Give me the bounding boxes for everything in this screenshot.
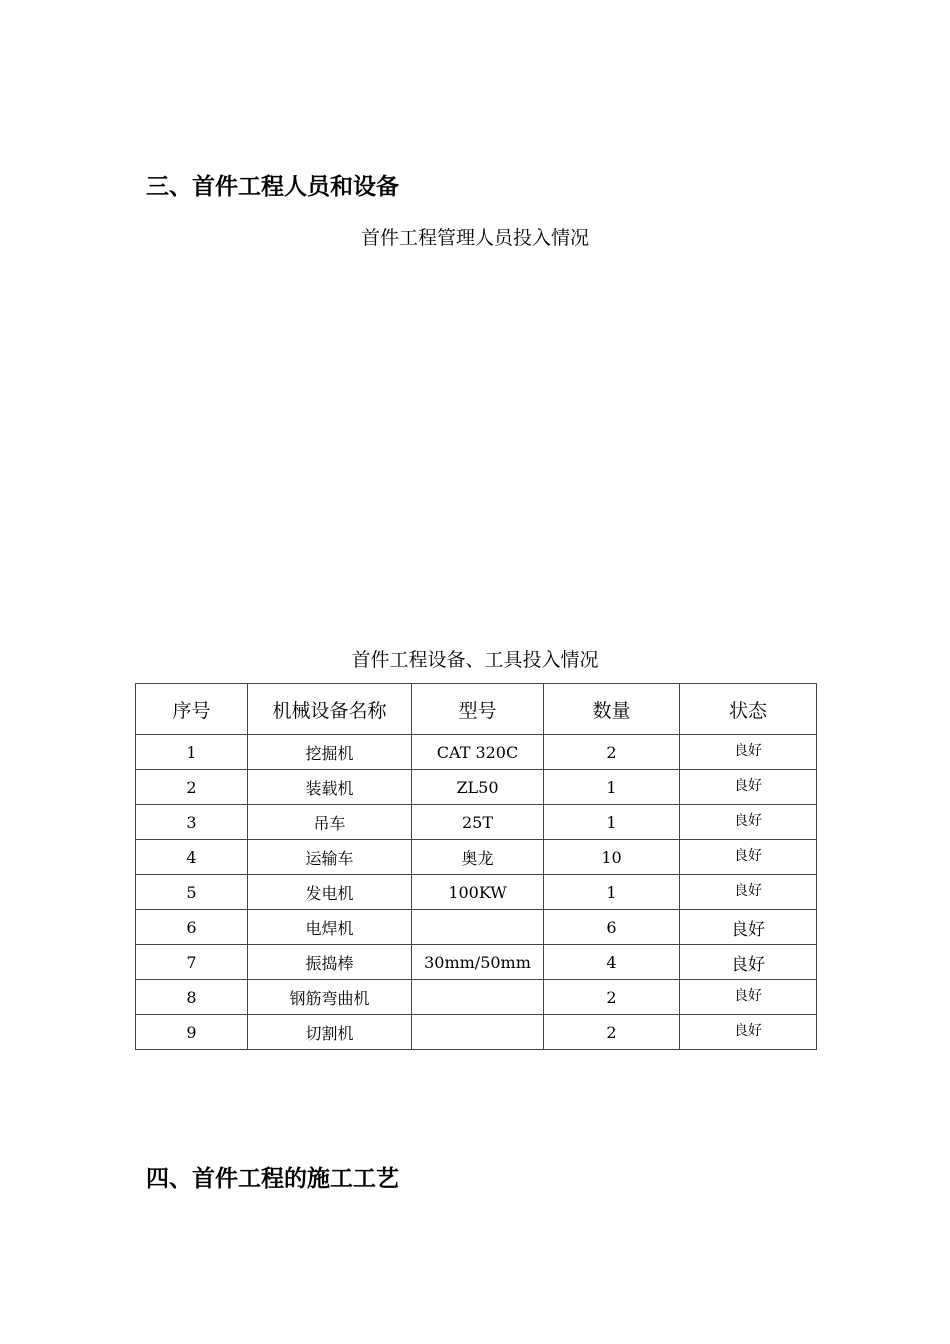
equipment-table-caption: 首件工程设备、工具投入情况: [351, 649, 599, 671]
cell-quantity: 4: [544, 945, 680, 980]
table-header-row: [136, 684, 817, 735]
cell-serial-number: 7: [136, 945, 248, 980]
cell-quantity: 10: [544, 840, 680, 875]
cell-equipment-name: 钢筋弯曲机: [248, 980, 412, 1015]
cell-equipment-name: 发电机: [248, 875, 412, 910]
cell-equipment-name: 振捣棒: [248, 945, 412, 980]
cell-quantity: 1: [544, 875, 680, 910]
cell-status: 良好: [680, 1015, 817, 1050]
header-serial-number: 序号: [136, 684, 248, 735]
cell-status: 良好: [680, 735, 817, 770]
cell-serial-number: 1: [136, 735, 248, 770]
cell-equipment-name: 挖掘机: [248, 735, 412, 770]
cell-model: [412, 1015, 544, 1050]
cell-serial-number: 5: [136, 875, 248, 910]
cell-status: 良好: [680, 770, 817, 805]
cell-status: 良好: [680, 910, 817, 945]
cell-equipment-name: 切割机: [248, 1015, 412, 1050]
cell-serial-number: 9: [136, 1015, 248, 1050]
cell-status: 良好: [680, 945, 817, 980]
equipment-table: [135, 683, 817, 1050]
cell-quantity: 1: [544, 770, 680, 805]
cell-quantity: 6: [544, 910, 680, 945]
cell-model: 奥龙: [412, 840, 544, 875]
table-row: [136, 910, 817, 945]
cell-model: 30mm/50mm: [412, 945, 544, 980]
table-row: [136, 980, 817, 1015]
cell-quantity: 2: [544, 980, 680, 1015]
cell-model: [412, 980, 544, 1015]
cell-serial-number: 8: [136, 980, 248, 1015]
table-row: [136, 1015, 817, 1050]
cell-model: [412, 910, 544, 945]
table-row: [136, 945, 817, 980]
cell-status: 良好: [680, 980, 817, 1015]
cell-equipment-name: 运输车: [248, 840, 412, 875]
cell-quantity: 1: [544, 805, 680, 840]
cell-status: 良好: [680, 840, 817, 875]
cell-model: CAT 320C: [412, 735, 544, 770]
header-model: 型号: [412, 684, 544, 735]
cell-serial-number: 6: [136, 910, 248, 945]
table-row: [136, 840, 817, 875]
table-row: [136, 805, 817, 840]
cell-quantity: 2: [544, 735, 680, 770]
cell-equipment-name: 电焊机: [248, 910, 412, 945]
table-row: [136, 875, 817, 910]
header-status: 状态: [680, 684, 817, 735]
cell-serial-number: 4: [136, 840, 248, 875]
personnel-table-caption: 首件工程管理人员投入情况: [360, 227, 589, 249]
cell-quantity: 2: [544, 1015, 680, 1050]
table-row: [136, 770, 817, 805]
cell-model: 25T: [412, 805, 544, 840]
cell-equipment-name: 装载机: [248, 770, 412, 805]
cell-equipment-name: 吊车: [248, 805, 412, 840]
table-row: [136, 735, 817, 770]
header-quantity: 数量: [544, 684, 680, 735]
section-4-heading: 四、首件工程的施工工艺: [146, 1166, 399, 1192]
cell-serial-number: 2: [136, 770, 248, 805]
cell-status: 良好: [680, 805, 817, 840]
section-3-heading: 三、首件工程人员和设备: [146, 174, 399, 200]
header-equipment-name: 机械设备名称: [248, 684, 412, 735]
cell-model: 100KW: [412, 875, 544, 910]
cell-status: 良好: [680, 875, 817, 910]
cell-serial-number: 3: [136, 805, 248, 840]
cell-model: ZL50: [412, 770, 544, 805]
